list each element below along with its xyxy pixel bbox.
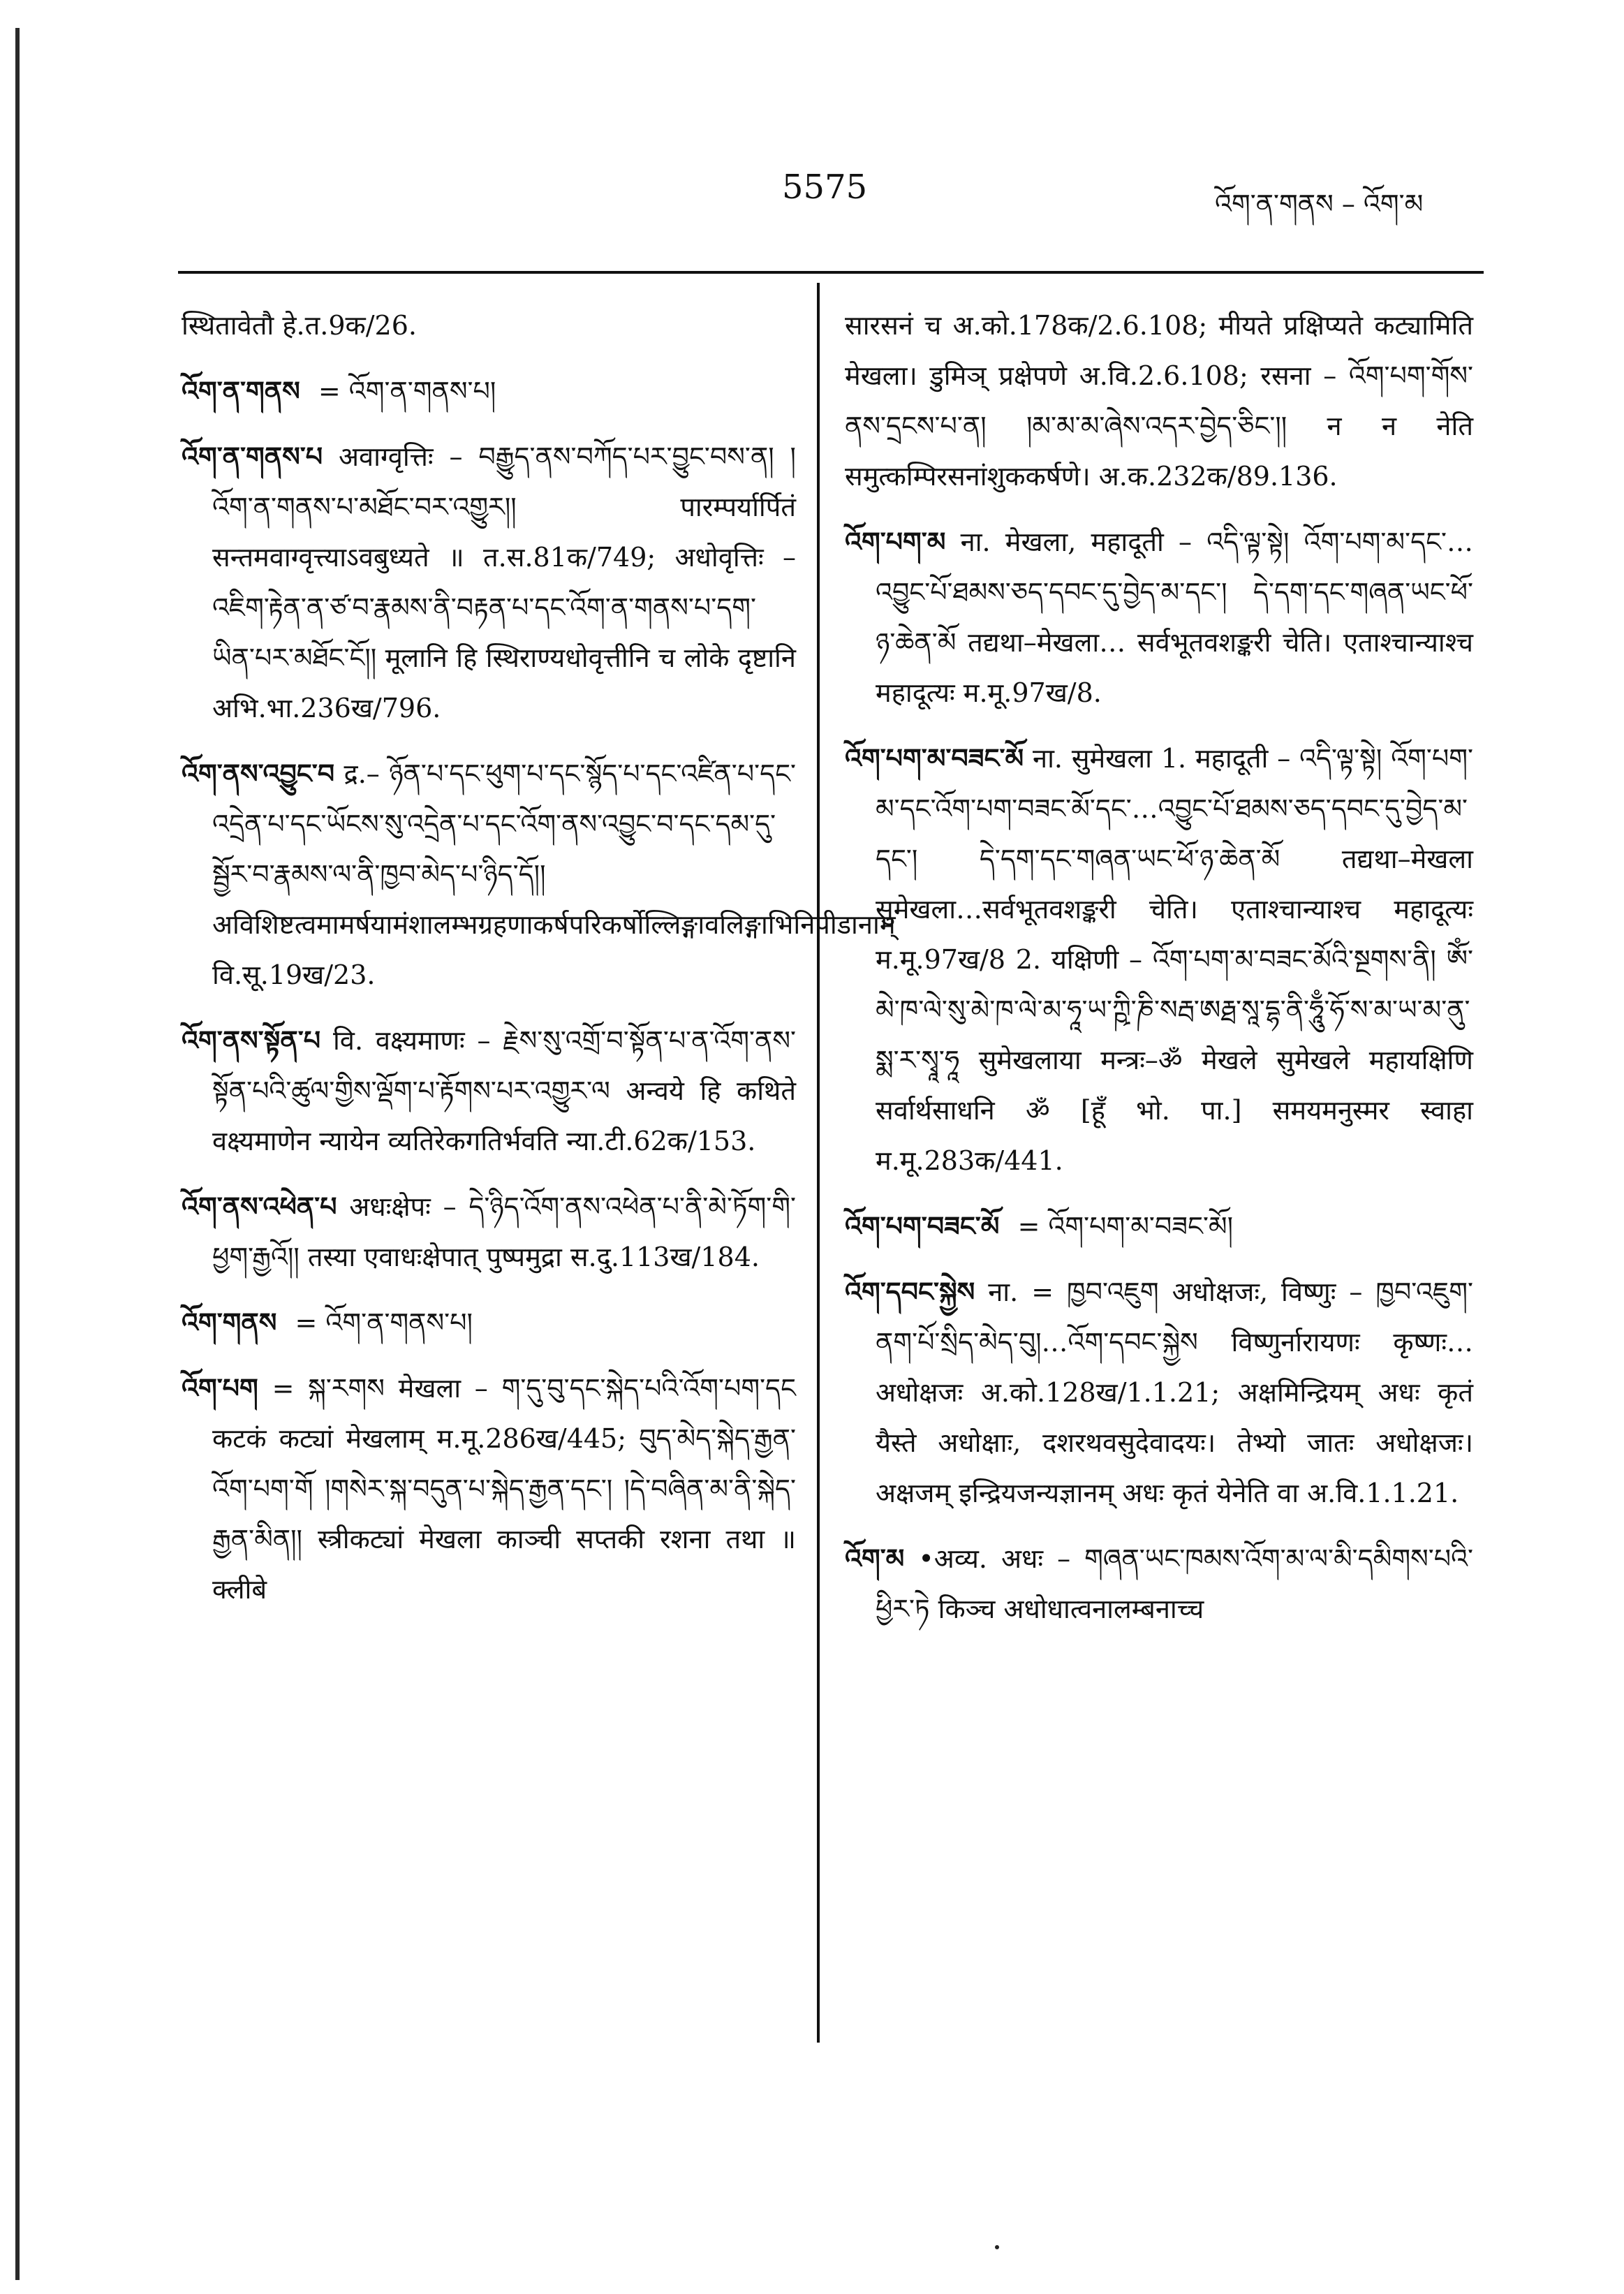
scan-edge-bar — [15, 28, 20, 2280]
dictionary-entry — [182, 1015, 796, 1166]
entry-headword: འོག་དབང་སྐྱེས — [845, 1276, 975, 1307]
entry-headword: འོག་མ — [845, 1543, 905, 1574]
dictionary-entry — [182, 749, 896, 1000]
entry-headword: འོག་ན་གནས — [182, 375, 300, 406]
dictionary-entry — [845, 300, 1473, 501]
entry-text: द्र.– ཉོན་པ་དང་ཕུག་པ་དང་སྙོད་པ་དང་འཛིན་པ་དང་འདྲེན་པ་དང་ཡོངས་སུ་འདྲེན་པ་དང་འོག་ནས་འབྱུང་བ་དང་དམ་དུ་སྦྱོར་བ་རྣམས་ལ་ནི་ཁྱབ་མེད་པ་ཉིད་དོ།། अविशिष्टत्वमामर्षयामंशालम्भग्रहणाकर्षपरिकर्षोल्लिङ्गावलिङ्गाभिनिपीडानाम् वि.सू.19ख/23. — [212, 758, 896, 990]
entry-text: ना. मेखला, महादूती – འདི་ལྟ་སྟེ། འོག་པག་མ་དང་…འབྱུང་པོ་ཐམས་ཅད་དབང་དུ་བྱེད་མ་དང་། དེ་དག་དང་གཞན་ཡང་ཕོ་ཉ་ཆེན་མོ तद्यथा–मेखला… सर्वभूतवशङ्करी चेति। एताश्चान्याश्च महादूत्यः म.मू.97ख/8. — [876, 527, 1473, 708]
entry-text: = འོག་པག་མ་བཟང་མོ། — [1017, 1211, 1234, 1242]
dictionary-entry — [182, 432, 796, 733]
entry-text: •अव्य. अधः – གཞན་ཡང་ཁམས་འོག་མ་ལ་མི་དམིགས་པའི་ཕྱིར་ཏེ किञ्च अधोधात्वनालम्बनाच्च — [876, 1543, 1473, 1624]
column-divider — [817, 283, 820, 2043]
page-number: 5575 — [782, 168, 868, 207]
entry-headword: འོག་ནས་སྟོན་པ — [182, 1024, 321, 1056]
header-rule — [178, 271, 1484, 274]
right-column — [845, 300, 1473, 1649]
entry-text: ना. सुमेखला 1. महादूती – འདི་ལྟ་སྟེ། འོག་པག་མ་དང་འོག་པག་བཟང་མོ་དང་…འབྱུང་པོ་ཐམས་ཅད་དབང་དུ་བྱེད་མ་དང་། དེ་དག་དང་གཞན་ཡང་ཕོ་ཉ་ཆེན་མོ तद्यथा–मेखला सुमेखला…सर्वभूतवशङ्करी चेति। एताश्चान्याश्च महादूत्यः म.मू.97ख/8 2. यक्षिणी – འོག་པག་མ་བཟང་མོའི་སྔགས་ནི། ཨོཾ་མེ་ཁ་ལེ་སུ་མེ་ཁ་ལེ་མ་ཧཱ་ཡ་ཀྵི་ཎི་སརྦ་ཨརྠ་སཱ་དྷ་ནི་ཧཱུྃ་ཧོ་ས་མ་ཡ་མ་ནུ་སྨ་ར་སྭཱ་ཧཱ सुमेखलाया मन्त्रः–ॐ मेखले सुमेखले महायक्षिणि सर्वार्थसाधनि ॐ [हूँ भो. पा.] समयमनुस्मर स्वाहा म.मू.283क/441. — [876, 743, 1473, 1176]
entry-text: सारसनं च अ.को.178क/2.6.108; मीयते प्रक्षिप्यते कट्यामिति मेखला। डुमिञ् प्रक्षेपणे अ.वि.2.6.108; रसना – འོག་པག་གོས་ནས་དྲངས་པ་ན། །མ་མ་མ་ཞེས་འདར་བྱེད་ཅིང་།། न न नेति समुत्कम्पिरसनांशुककर्षणे। अ.क.232क/89.136. — [845, 310, 1473, 492]
entry-text: ना. = ཁྱབ་འཇུག अधोक्षजः, विष्णुः – ཁྱབ་འཇུག་ནག་པོ་སྲིད་མེད་བུ།…འོག་དབང་སྐྱེས विष्णुर्नारायणः कृष्णः…अधोक्षजः अ.को.128ख/1.1.21; अक्षमिन्द्रियम् अधः कृतं यैस्ते अधोक्षाः, दशरथवसुदेवादयः। तेभ्यो जातः अधोक्षजः। अक्षजम् इन्द्रियजन्यज्ञानम् अधः कृतं येनेति वा अ.वि.1.1.21. — [876, 1277, 1473, 1508]
entry-text: वि. वक्ष्यमाणः – རྗེས་སུ་འགྲོ་བ་སྟོན་པ་ན་འོག་ནས་སྟོན་པའི་ཚུལ་གྱིས་ལྡོག་པ་རྟོགས་པར་འགྱུར་ལ अन्वये हि कथिते वक्ष्यमाणेन न्यायेन व्यतिरेकगतिर्भवति न्या.टी.62क/153. — [212, 1025, 796, 1156]
header-entry-range: འོག་ན་གནས – འོག་མ — [1215, 189, 1424, 219]
entry-text: अधःक्षेपः – དེ་ཉིད་འོག་ནས་འཕེན་པ་ནི་མེ་ཏོག་གི་ཕྱག་རྒྱའོ།། तस्या एवाधःक्षेपात् पुष्पमुद्रा स.दु.113ख/184. — [212, 1191, 796, 1272]
dictionary-entry — [182, 300, 796, 351]
footer-mark — [995, 2245, 999, 2249]
entry-text: अवाग्वृत्तिः – བརྒྱུད་ནས་བཀོད་པར་བྱུང་བས་ན། །འོག་ན་གནས་པ་མཐོང་བར་འགྱུར།། पारम्पर्यार्पितं सन्तमवाग्वृत्त्याऽवबुध्यते ॥ त.स.81क/749; अधोवृत्तिः – འཇིག་རྟེན་ན་ཙ་བ་རྣམས་ནི་བརྟན་པ་དང་འོག་ན་གནས་པ་དག་ཡིན་པར་མཐོང་ངོ།། मूलानि हि स्थिराण्यधोवृत्तीनि च लोके दृष्टानि अभि.भा.236ख/796. — [212, 441, 796, 723]
dictionary-entry — [182, 1182, 796, 1282]
entry-headword: འོག་པག — [182, 1372, 258, 1404]
dictionary-entry — [845, 733, 1473, 1186]
entry-headword: འོག་གནས — [182, 1307, 277, 1338]
entry-text: = སྐ་རགས मेखला – ག་དུ་བུ་དང་སྐེད་པའི་འོག་པག་དང कटकं कट्यां मेखलाम् म.मू.286ख/445; བུད་མེད་སྐེད་རྒྱན་འོག་པག་གོ །གསེར་སྐ་བདུན་པ་སྐེད་རྒྱན་དང་། །དེ་བཞིན་མ་ནི་སྐེད་རྒྱན་མིན།། स्त्रीकट्यां मेखला काञ्ची सप्तकी रशना तथा ॥ क्लीबे — [212, 1373, 796, 1605]
dictionary-entry — [845, 1201, 1473, 1251]
page-header — [0, 168, 1624, 223]
entry-headword: འོག་པག་མ — [845, 526, 946, 557]
entry-text: स्थितावेतौ हे.त.9क/26. — [182, 310, 417, 341]
dictionary-entry — [182, 1297, 796, 1348]
entry-headword: འོག་ན་གནས་པ — [182, 441, 323, 472]
entry-headword: འོག་ནས་འཕེན་པ — [182, 1191, 337, 1222]
dictionary-entry — [845, 1267, 1473, 1518]
dictionary-entry — [845, 1534, 1473, 1634]
dictionary-entry — [845, 517, 1473, 718]
dictionary-entry — [182, 1363, 796, 1615]
entry-headword: འོག་པག་བཟང་མོ — [845, 1210, 1000, 1242]
entry-headword: འོག་ནས་འབྱུང་བ — [182, 758, 335, 789]
entry-text: = འོག་ན་གནས་པ། — [295, 1307, 473, 1338]
entry-headword: འོག་པག་མ་བཟང་མོ — [845, 742, 1024, 774]
dictionary-entry — [182, 366, 796, 416]
entry-text: = འོག་ན་གནས་པ། — [318, 376, 496, 406]
